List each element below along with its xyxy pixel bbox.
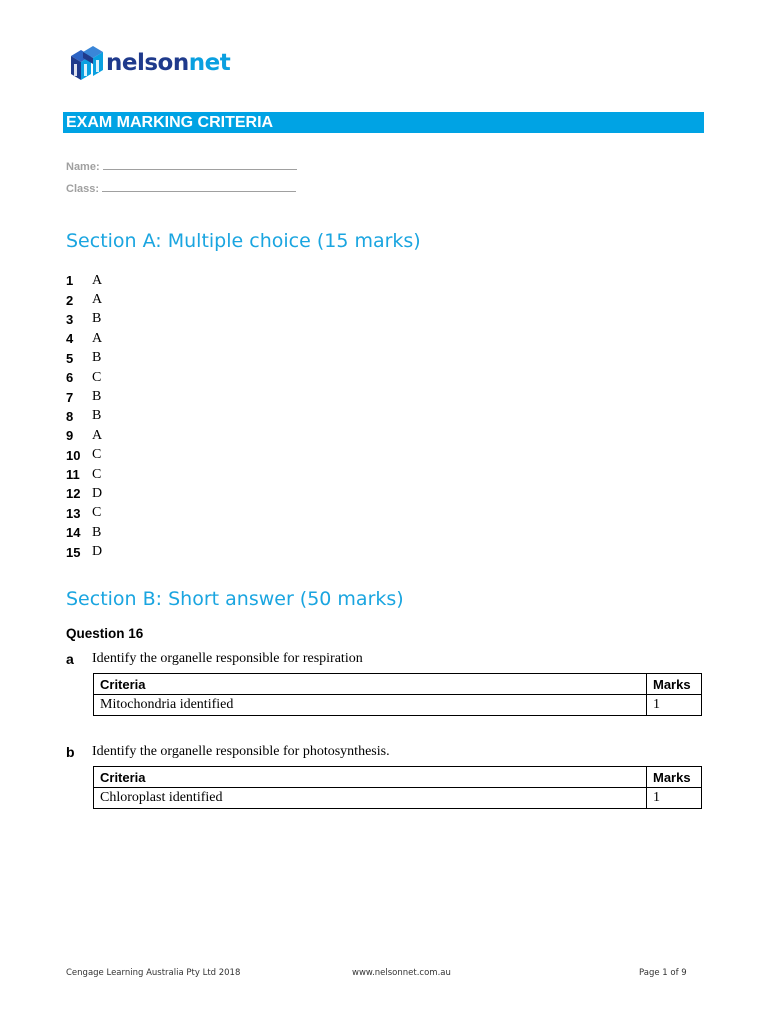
mc-number: 9 xyxy=(66,428,74,444)
mc-number: 5 xyxy=(66,350,74,366)
title-banner xyxy=(63,112,704,133)
mc-answer: B xyxy=(92,389,102,405)
mc-answer: B xyxy=(92,524,102,540)
mc-row xyxy=(66,484,102,503)
part-question: Identify the organelle responsible for respiration xyxy=(92,651,363,666)
name-label: Name: xyxy=(66,161,100,173)
criteria-header: Criteria xyxy=(94,674,647,695)
mc-answer: C xyxy=(92,369,102,385)
mc-row xyxy=(66,271,102,290)
footer-page-number: Page 1 of 9 xyxy=(639,968,687,978)
mc-row xyxy=(66,349,102,368)
mc-answer: C xyxy=(92,466,102,482)
part-letter: b xyxy=(66,744,75,760)
mc-answer: C xyxy=(92,447,102,463)
mc-row xyxy=(66,329,102,348)
table-header-row xyxy=(94,767,702,788)
nelsonnet-logo-icon xyxy=(69,44,105,84)
name-field xyxy=(66,159,297,173)
table-header-row xyxy=(94,674,702,695)
mc-row xyxy=(66,504,102,523)
mc-row xyxy=(66,426,102,445)
mc-row xyxy=(66,542,102,561)
criteria-table xyxy=(93,766,702,809)
mc-answer: A xyxy=(92,330,103,346)
mc-answer: B xyxy=(92,408,102,424)
mc-answer: B xyxy=(92,350,102,366)
mc-answer: D xyxy=(92,544,103,560)
marks-header: Marks xyxy=(647,674,702,695)
mc-number: 13 xyxy=(66,505,81,521)
mc-answer: B xyxy=(92,311,102,327)
mc-row xyxy=(66,368,102,387)
mc-number: 14 xyxy=(66,525,81,541)
mc-row xyxy=(66,465,102,484)
mc-number: 1 xyxy=(66,273,74,289)
criteria-cell: Mitochondria identified xyxy=(94,695,647,716)
mc-answer: A xyxy=(92,272,103,288)
mc-row xyxy=(66,290,102,309)
mc-row xyxy=(66,446,102,465)
footer-url[interactable]: www.nelsonnet.com.au xyxy=(352,968,451,978)
section-b-title: Section B: Short answer (50 marks) xyxy=(66,588,404,610)
marks-header: Marks xyxy=(647,767,702,788)
mc-number: 2 xyxy=(66,292,74,308)
criteria-cell: Chloroplast identified xyxy=(94,788,647,809)
marks-cell: 1 xyxy=(647,695,702,716)
name-line xyxy=(103,159,297,170)
mc-answer: A xyxy=(92,292,103,308)
table-row xyxy=(94,695,702,716)
class-field xyxy=(66,181,296,195)
page-title: EXAM MARKING CRITERIA xyxy=(66,114,274,131)
mc-number: 4 xyxy=(66,331,74,347)
logo-text-net: net xyxy=(188,50,231,76)
criteria-header: Criteria xyxy=(94,767,647,788)
mc-answer-list xyxy=(66,271,102,562)
class-line xyxy=(102,181,296,192)
mc-number: 6 xyxy=(66,370,74,386)
footer-copyright: Cengage Learning Australia Pty Ltd 2018 xyxy=(66,968,241,978)
table-row xyxy=(94,788,702,809)
mc-number: 15 xyxy=(66,544,81,560)
mc-number: 12 xyxy=(66,486,81,502)
section-a-title: Section A: Multiple choice (15 marks) xyxy=(66,230,421,252)
mc-number: 8 xyxy=(66,408,74,424)
mc-answer: A xyxy=(92,427,103,443)
part-letter: a xyxy=(66,651,74,667)
mc-number: 11 xyxy=(66,467,80,483)
mc-row xyxy=(66,387,102,406)
mc-answer: C xyxy=(92,505,102,521)
class-label: Class: xyxy=(66,183,100,195)
logo-text-nelson: nelson xyxy=(106,50,189,76)
mc-number: 3 xyxy=(66,311,74,327)
question-title: Question 16 xyxy=(66,626,144,641)
mc-number: 7 xyxy=(66,389,74,405)
criteria-table xyxy=(93,673,702,716)
part-question: Identify the organelle responsible for photosynthesis. xyxy=(92,744,390,759)
logo-wordmark xyxy=(106,50,230,76)
marks-cell: 1 xyxy=(647,788,702,809)
mc-row xyxy=(66,523,102,542)
mc-answer: D xyxy=(92,485,103,501)
nelsonnet-logo xyxy=(69,44,230,84)
mc-row xyxy=(66,407,102,426)
mc-row xyxy=(66,310,102,329)
mc-number: 10 xyxy=(66,447,81,463)
